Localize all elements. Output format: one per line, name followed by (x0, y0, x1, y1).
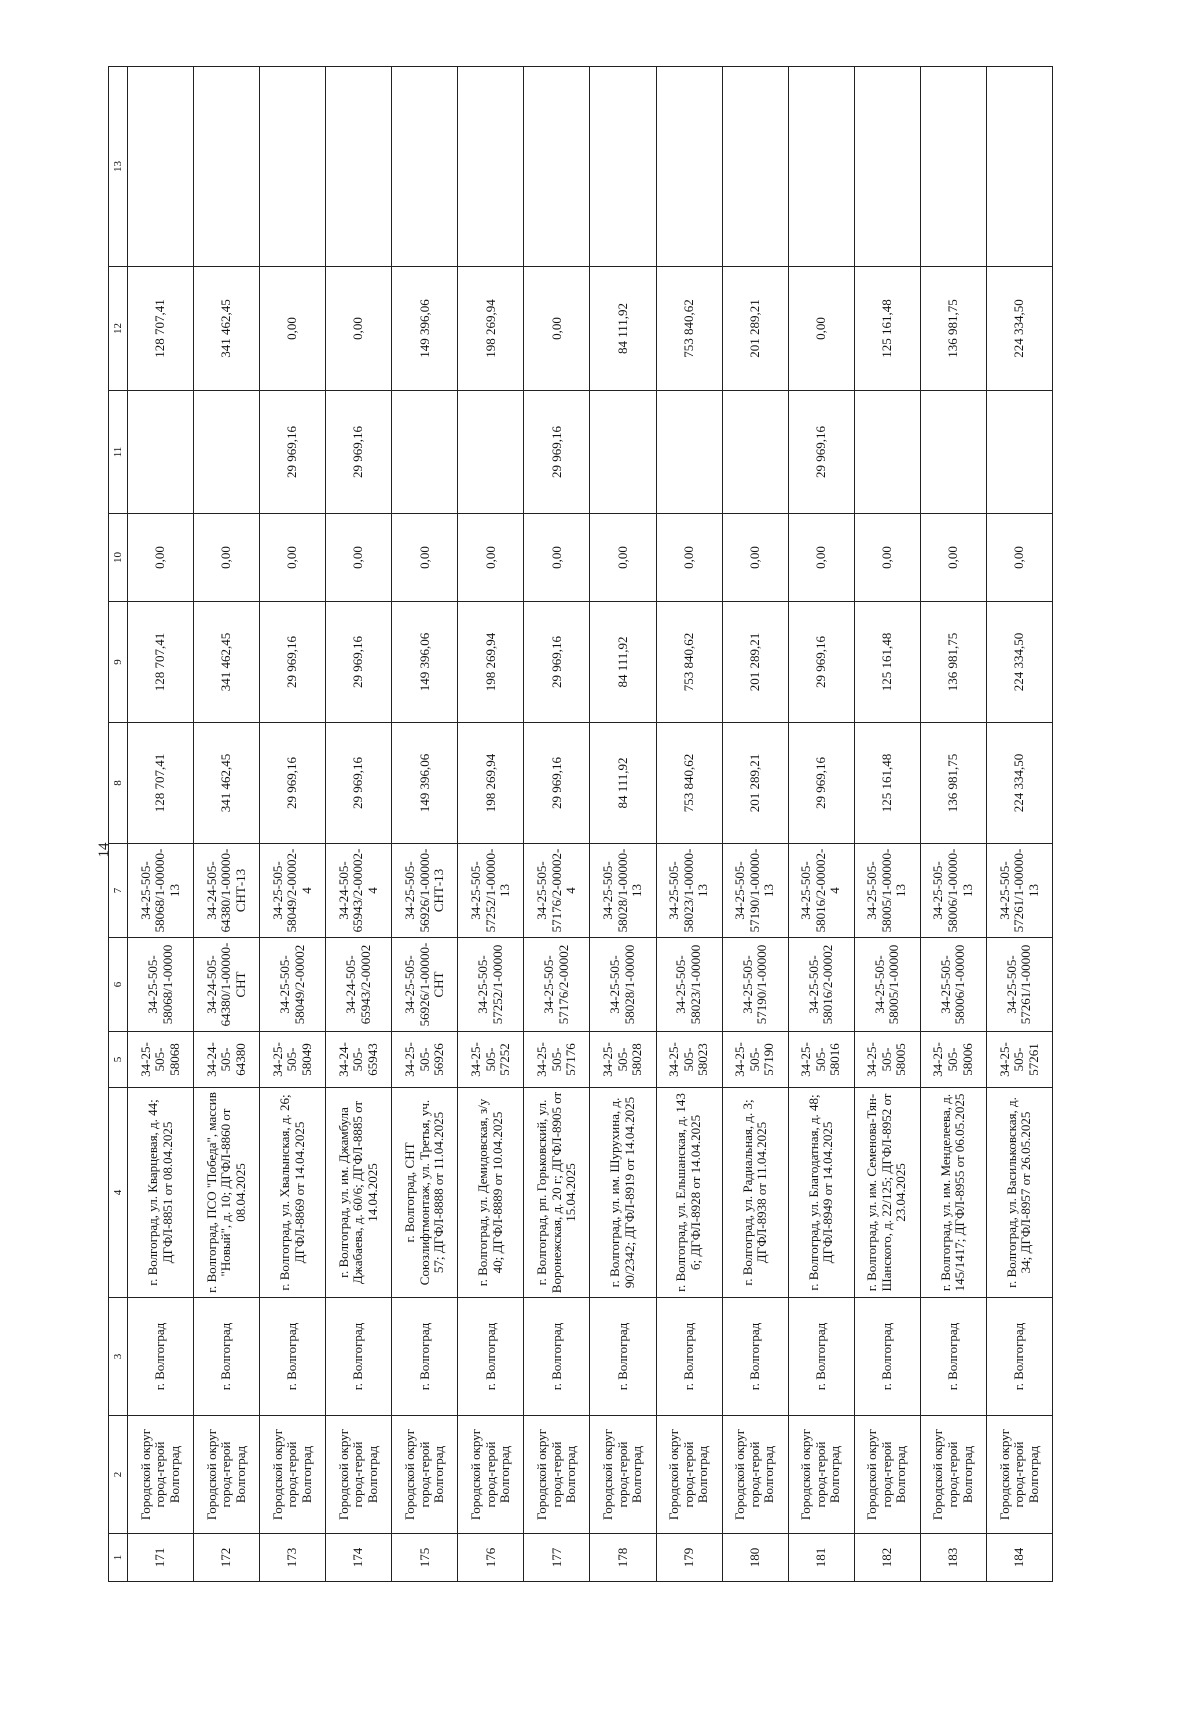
address-cell: г. Волгоград, ул. Радиальная, д. 3; ДГФЛ-8938 от 11.04.2025 (722, 1088, 788, 1298)
object-code-cell: 34-24-505-64380/1-00000-СНТ (194, 938, 260, 1032)
amount-cell: 0,00 (656, 514, 722, 602)
amount-cell: 29 969,16 (524, 723, 590, 844)
object-sub-code-cell: 34-25-505-58023/1-00000-13 (656, 844, 722, 938)
object-code-cell: 34-25-505-58005/1-00000 (854, 938, 920, 1032)
table-row (656, 67, 722, 1582)
amount-cell: 0,00 (458, 514, 524, 602)
amount-cell (128, 391, 194, 514)
amount-cell: 224 334,50 (986, 602, 1052, 723)
amount-cell: 84 111,92 (590, 602, 656, 723)
table-row (854, 67, 920, 1582)
amount-cell (656, 391, 722, 514)
amount-cell: 29 969,16 (788, 723, 854, 844)
code-cell: 34-24-505-64380 (194, 1032, 260, 1088)
row-number-cell: 176 (458, 1534, 524, 1582)
row-number-cell: 175 (392, 1534, 458, 1582)
amount-cell: 0,00 (788, 514, 854, 602)
city-cell: г. Волгоград (722, 1298, 788, 1416)
data-table (108, 66, 1053, 1582)
address-cell: г. Волгоград, ул. Демидовская, з/у 40; ДГФЛ-8889 от 10.04.2025 (458, 1088, 524, 1298)
object-code-cell: 34-25-505-58068/1-00000 (128, 938, 194, 1032)
amount-cell: 0,00 (920, 514, 986, 602)
row-number-cell: 183 (920, 1534, 986, 1582)
city-cell: г. Волгоград (524, 1298, 590, 1416)
object-sub-code-cell: 34-25-505-57252/1-00000-13 (458, 844, 524, 938)
code-cell: 34-24-505-65943 (326, 1032, 392, 1088)
amount-cell: 29 969,16 (326, 602, 392, 723)
code-cell: 34-25-505-58049 (260, 1032, 326, 1088)
amount-cell: 0,00 (986, 514, 1052, 602)
object-code-cell: 34-25-505-58016/2-00002 (788, 938, 854, 1032)
address-cell: г. Волгоград, ул. Васильковская, д. 34; ДГФЛ-8957 от 26.05.2025 (986, 1088, 1052, 1298)
amount-cell: 224 334,50 (986, 267, 1052, 391)
object-code-cell: 34-25-505-57252/1-00000 (458, 938, 524, 1032)
column-number-header: 8 (109, 723, 128, 844)
amount-cell: 128 707,41 (128, 602, 194, 723)
amount-cell: 29 969,16 (788, 602, 854, 723)
amount-cell: 0,00 (854, 514, 920, 602)
rotated-table-container (108, 67, 1053, 1582)
table-row (194, 67, 260, 1582)
district-cell: Городской округ город-герой Волгоград (656, 1416, 722, 1534)
empty-cell (194, 67, 260, 267)
address-cell: г. Волгоград, СНТ Союзлифтмонтаж, ул. Третья, уч. 57; ДГФЛ-8888 от 11.04.2025 (392, 1088, 458, 1298)
district-cell: Городской округ город-герой Волгоград (854, 1416, 920, 1534)
column-number-header: 11 (109, 391, 128, 514)
object-sub-code-cell: 34-25-505-57176/2-00002-4 (524, 844, 590, 938)
column-number-header: 9 (109, 602, 128, 723)
table-row (722, 67, 788, 1582)
empty-cell (326, 67, 392, 267)
object-sub-code-cell: 34-25-505-58005/1-00000-13 (854, 844, 920, 938)
amount-cell: 128 707,41 (128, 723, 194, 844)
city-cell: г. Волгоград (128, 1298, 194, 1416)
amount-cell: 0,00 (260, 267, 326, 391)
row-number-cell: 184 (986, 1534, 1052, 1582)
object-code-cell: 34-25-505-57176/2-00002 (524, 938, 590, 1032)
table-row (920, 67, 986, 1582)
amount-cell: 128 707,41 (128, 267, 194, 391)
empty-cell (722, 67, 788, 267)
amount-cell: 29 969,16 (524, 391, 590, 514)
city-cell: г. Волгоград (458, 1298, 524, 1416)
amount-cell: 0,00 (788, 267, 854, 391)
city-cell: г. Волгоград (392, 1298, 458, 1416)
code-cell: 34-25-505-58016 (788, 1032, 854, 1088)
amount-cell: 136 981,75 (920, 267, 986, 391)
table-row (392, 67, 458, 1582)
amount-cell (854, 391, 920, 514)
amount-cell: 0,00 (590, 514, 656, 602)
amount-cell: 753 840,62 (656, 267, 722, 391)
code-cell: 34-25-505-58006 (920, 1032, 986, 1088)
empty-cell (920, 67, 986, 267)
address-cell: г. Волгоград, ул. им. Семенова-Тян-Шанского, д. 22/125; ДГФЛ-8952 от 23.04.2025 (854, 1088, 920, 1298)
empty-cell (986, 67, 1052, 267)
amount-cell: 341 462,45 (194, 723, 260, 844)
code-cell: 34-25-505-58068 (128, 1032, 194, 1088)
amount-cell: 29 969,16 (326, 391, 392, 514)
object-code-cell: 34-25-505-58028/1-00000 (590, 938, 656, 1032)
column-number-header: 4 (109, 1088, 128, 1298)
address-cell: г. Волгоград, ПСО "Победа", массив "Новый", д. 10; ДГФЛ-8860 от 08.04.2025 (194, 1088, 260, 1298)
amount-cell: 84 111,92 (590, 723, 656, 844)
district-cell: Городской округ город-герой Волгоград (260, 1416, 326, 1534)
amount-cell: 29 969,16 (326, 723, 392, 844)
column-number-row (109, 67, 128, 1582)
object-sub-code-cell: 34-24-505-64380/1-00000-СНТ-13 (194, 844, 260, 938)
row-number-cell: 182 (854, 1534, 920, 1582)
column-number-header: 10 (109, 514, 128, 602)
code-cell: 34-25-505-57252 (458, 1032, 524, 1088)
object-sub-code-cell: 34-25-505-58028/1-00000-13 (590, 844, 656, 938)
amount-cell: 198 269,94 (458, 602, 524, 723)
object-code-cell: 34-25-505-57190/1-00000 (722, 938, 788, 1032)
district-cell: Городской округ город-герой Волгоград (194, 1416, 260, 1534)
amount-cell: 0,00 (524, 514, 590, 602)
code-cell: 34-25-505-57190 (722, 1032, 788, 1088)
empty-cell (590, 67, 656, 267)
district-cell: Городской округ город-герой Волгоград (524, 1416, 590, 1534)
district-cell: Городской округ город-герой Волгоград (392, 1416, 458, 1534)
code-cell: 34-25-505-57261 (986, 1032, 1052, 1088)
amount-cell: 125 161,48 (854, 267, 920, 391)
district-cell: Городской округ город-герой Волгоград (458, 1416, 524, 1534)
empty-cell (788, 67, 854, 267)
city-cell: г. Волгоград (326, 1298, 392, 1416)
amount-cell: 198 269,94 (458, 267, 524, 391)
amount-cell: 224 334,50 (986, 723, 1052, 844)
empty-cell (128, 67, 194, 267)
city-cell: г. Волгоград (986, 1298, 1052, 1416)
amount-cell: 29 969,16 (260, 602, 326, 723)
address-cell: г. Волгоград, ул. Благодатная, д. 48; ДГФЛ-8949 от 14.04.2025 (788, 1088, 854, 1298)
object-code-cell: 34-25-505-56926/1-00000-СНТ (392, 938, 458, 1032)
amount-cell: 125 161,48 (854, 602, 920, 723)
object-sub-code-cell: 34-25-505-57261/1-00000-13 (986, 844, 1052, 938)
amount-cell: 149 396,06 (392, 267, 458, 391)
address-cell: г. Волгоград, ул. Кварцевая, д. 44; ДГФЛ-8851 от 08.04.2025 (128, 1088, 194, 1298)
amount-cell: 753 840,62 (656, 602, 722, 723)
column-number-header: 5 (109, 1032, 128, 1088)
object-sub-code-cell: 34-25-505-58016/2-00002-4 (788, 844, 854, 938)
amount-cell: 149 396,06 (392, 602, 458, 723)
amount-cell: 201 289,21 (722, 723, 788, 844)
object-code-cell: 34-25-505-58006/1-00000 (920, 938, 986, 1032)
amount-cell: 198 269,94 (458, 723, 524, 844)
row-number-cell: 172 (194, 1534, 260, 1582)
address-cell: г. Волгоград, ул. им. Шурухина, д. 90/2342; ДГФЛ-8919 от 14.04.2025 (590, 1088, 656, 1298)
amount-cell: 0,00 (194, 514, 260, 602)
address-cell: г. Волгоград, рп. Горьковский, ул. Воронежская, д. 20 г; ДГФЛ-8905 от 15.04.2025 (524, 1088, 590, 1298)
object-code-cell: 34-25-505-57261/1-00000 (986, 938, 1052, 1032)
amount-cell: 29 969,16 (524, 602, 590, 723)
empty-cell (458, 67, 524, 267)
object-code-cell: 34-24-505-65943/2-00002 (326, 938, 392, 1032)
column-number-header: 1 (109, 1534, 128, 1582)
amount-cell: 0,00 (326, 514, 392, 602)
table-row (590, 67, 656, 1582)
amount-cell (920, 391, 986, 514)
code-cell: 34-25-505-58028 (590, 1032, 656, 1088)
amount-cell: 136 981,75 (920, 723, 986, 844)
amount-cell: 0,00 (524, 267, 590, 391)
amount-cell: 201 289,21 (722, 602, 788, 723)
object-sub-code-cell: 34-25-505-58006/1-00000-13 (920, 844, 986, 938)
amount-cell: 29 969,16 (788, 391, 854, 514)
column-number-header: 13 (109, 67, 128, 267)
district-cell: Городской округ город-герой Волгоград (128, 1416, 194, 1534)
object-code-cell: 34-25-505-58023/1-00000 (656, 938, 722, 1032)
city-cell: г. Волгоград (260, 1298, 326, 1416)
object-sub-code-cell: 34-25-505-56926/1-00000-СНТ-13 (392, 844, 458, 938)
amount-cell: 0,00 (722, 514, 788, 602)
row-number-cell: 181 (788, 1534, 854, 1582)
address-cell: г. Волгоград, ул. Хвалынская, д. 26; ДГФЛ-8869 от 14.04.2025 (260, 1088, 326, 1298)
district-cell: Городской округ город-герой Волгоград (590, 1416, 656, 1534)
amount-cell: 136 981,75 (920, 602, 986, 723)
object-sub-code-cell: 34-25-505-58068/1-00000-13 (128, 844, 194, 938)
district-cell: Городской округ город-герой Волгоград (326, 1416, 392, 1534)
row-number-cell: 174 (326, 1534, 392, 1582)
column-number-header: 3 (109, 1298, 128, 1416)
address-cell: г. Волгоград, ул. Ельшанская, д. 143 б; ДГФЛ-8928 от 14.04.2025 (656, 1088, 722, 1298)
amount-cell: 125 161,48 (854, 723, 920, 844)
table-row (260, 67, 326, 1582)
row-number-cell: 179 (656, 1534, 722, 1582)
amount-cell: 29 969,16 (260, 391, 326, 514)
page-number: 14 (96, 842, 112, 858)
district-cell: Городской округ город-герой Волгоград (788, 1416, 854, 1534)
address-cell: г. Волгоград, ул. им. Джамбула Джабаева, д. 60/6; ДГФЛ-8885 от 14.04.2025 (326, 1088, 392, 1298)
city-cell: г. Волгоград (656, 1298, 722, 1416)
table-row (326, 67, 392, 1582)
district-cell: Городской округ город-герой Волгоград (986, 1416, 1052, 1534)
empty-cell (854, 67, 920, 267)
code-cell: 34-25-505-57176 (524, 1032, 590, 1088)
district-cell: Городской округ город-герой Волгоград (722, 1416, 788, 1534)
amount-cell (194, 391, 260, 514)
row-number-cell: 171 (128, 1534, 194, 1582)
amount-cell: 0,00 (326, 267, 392, 391)
column-number-header: 2 (109, 1416, 128, 1534)
amount-cell (590, 391, 656, 514)
amount-cell (986, 391, 1052, 514)
table-row (524, 67, 590, 1582)
row-number-cell: 177 (524, 1534, 590, 1582)
amount-cell: 753 840,62 (656, 723, 722, 844)
city-cell: г. Волгоград (920, 1298, 986, 1416)
amount-cell (392, 391, 458, 514)
city-cell: г. Волгоград (194, 1298, 260, 1416)
empty-cell (260, 67, 326, 267)
address-cell: г. Волгоград, ул. им. Менделеева, д. 145/1417; ДГФЛ-8955 от 06.05.2025 (920, 1088, 986, 1298)
district-cell: Городской округ город-герой Волгоград (920, 1416, 986, 1534)
amount-cell: 149 396,06 (392, 723, 458, 844)
amount-cell: 0,00 (392, 514, 458, 602)
table-row (788, 67, 854, 1582)
amount-cell: 341 462,45 (194, 267, 260, 391)
column-number-header: 7 (109, 844, 128, 938)
row-number-cell: 180 (722, 1534, 788, 1582)
city-cell: г. Волгоград (788, 1298, 854, 1416)
amount-cell: 29 969,16 (260, 723, 326, 844)
object-sub-code-cell: 34-25-505-58049/2-00002-4 (260, 844, 326, 938)
code-cell: 34-25-505-58023 (656, 1032, 722, 1088)
column-number-header: 6 (109, 938, 128, 1032)
empty-cell (656, 67, 722, 267)
amount-cell: 0,00 (260, 514, 326, 602)
amount-cell: 0,00 (128, 514, 194, 602)
row-number-cell: 173 (260, 1534, 326, 1582)
empty-cell (524, 67, 590, 267)
table-row (986, 67, 1052, 1582)
column-number-header: 12 (109, 267, 128, 391)
empty-cell (392, 67, 458, 267)
amount-cell: 201 289,21 (722, 267, 788, 391)
object-code-cell: 34-25-505-58049/2-00002 (260, 938, 326, 1032)
object-sub-code-cell: 34-24-505-65943/2-00002-4 (326, 844, 392, 938)
object-sub-code-cell: 34-25-505-57190/1-00000-13 (722, 844, 788, 938)
amount-cell (722, 391, 788, 514)
amount-cell: 84 111,92 (590, 267, 656, 391)
code-cell: 34-25-505-58005 (854, 1032, 920, 1088)
code-cell: 34-25-505-56926 (392, 1032, 458, 1088)
city-cell: г. Волгоград (854, 1298, 920, 1416)
table-body (128, 67, 1053, 1582)
table-row (128, 67, 194, 1582)
table-row (458, 67, 524, 1582)
row-number-cell: 178 (590, 1534, 656, 1582)
amount-cell (458, 391, 524, 514)
amount-cell: 341 462,45 (194, 602, 260, 723)
city-cell: г. Волгоград (590, 1298, 656, 1416)
